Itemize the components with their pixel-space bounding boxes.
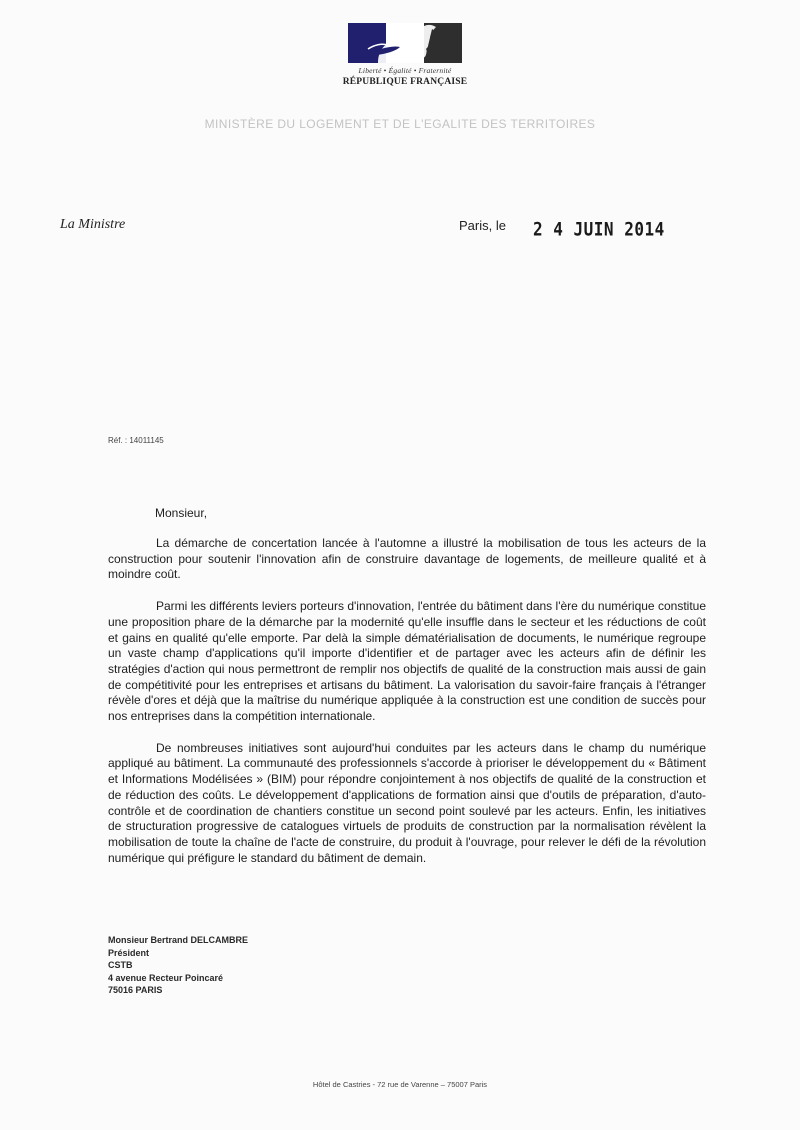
- sender-title: La Ministre: [60, 217, 126, 232]
- recipient-organization: CSTB: [108, 960, 133, 970]
- recipient-city: 75016 PARIS: [108, 985, 163, 995]
- letter-body: [108, 536, 706, 882]
- republic-motto: Liberté • Égalité • Fraternité: [358, 66, 452, 75]
- recipient-street: 4 avenue Recteur Poincaré: [108, 972, 224, 983]
- republic-name: RÉPUBLIQUE FRANÇAISE: [342, 77, 468, 87]
- salutation: Monsieur,: [155, 506, 208, 520]
- marianne-emblem-icon: [348, 23, 462, 63]
- date-stamp: 2 4 JUIN 2014: [533, 218, 665, 240]
- reference-number: Réf. : 14011145: [108, 436, 164, 445]
- recipient-address: [108, 934, 248, 997]
- paragraph-3: De nombreuses initiatives sont aujourd'hui conduites par les acteurs dans le champ du numérique appliqué au bâtiment. La communauté des professionnels s'accorde à prioriser le développement du « Bâtiment et Informations Modélisées » (BIM) pour répondre conjointement à nos objectifs de qualité de la construction et de réduction des coûts. Le développement d'applications de formation ainsi que d'outils de préparation, d'auto-contrôle et de coordination de chantiers constitue un second point soulevé par les acteurs. Enfin, les initiatives de structuration progressive de catalogues virtuels de produits de construction par la normalisation révèlent la mobilisation de toute la chaîne de l'acte de construire, du produit à l'ouvrage, pour relever le défi de la révolution numérique qui préfigure le standard du bâtiment de demain.: [108, 740, 706, 865]
- footer-address: Hôtel de Castries - 72 rue de Varenne – 75007 Paris: [312, 1080, 488, 1089]
- recipient-name: Monsieur Bertrand DELCAMBRE: [108, 935, 249, 945]
- marianne-logo: [348, 23, 462, 63]
- paragraph-2: Parmi les différents leviers porteurs d'innovation, l'entrée du bâtiment dans l'ère du numérique constitue une proposition phare de la démarche par la modernité qu'elle insuffle dans le secteur et les réductions de coût et gains en qualité qu'elle emporte. Par delà la simple dématérialisation de documents, le numérique regroupe un vaste champ d'applications qu'il importe d'identifier et de partager avec les acteurs afin de définir les stratégies d'action qui nous permettront de remplir nos objectifs de qualité de la construction mais aussi de gain de compétitivité pour les entreprises et artisans du bâtiment. La valorisation du savoir-faire français à l'étranger révèle d'ores et déjà que la maîtrise du numérique appliquée à la construction est une condition de succès pour nos entreprises dans la compétition internationale.: [108, 599, 706, 724]
- recipient-title: Président: [108, 947, 150, 958]
- letter-place: Paris, le: [459, 218, 506, 233]
- ministry-name: MINISTÈRE DU LOGEMENT ET DE L'EGALITE DES TERRITOIRES: [204, 117, 596, 131]
- paragraph-1: La démarche de concertation lancée à l'automne a illustré la mobilisation de tous les acteurs de la construction pour soutenir l'innovation afin de construire davantage de logements, de meilleure qualité et à moindre coût.: [108, 536, 706, 582]
